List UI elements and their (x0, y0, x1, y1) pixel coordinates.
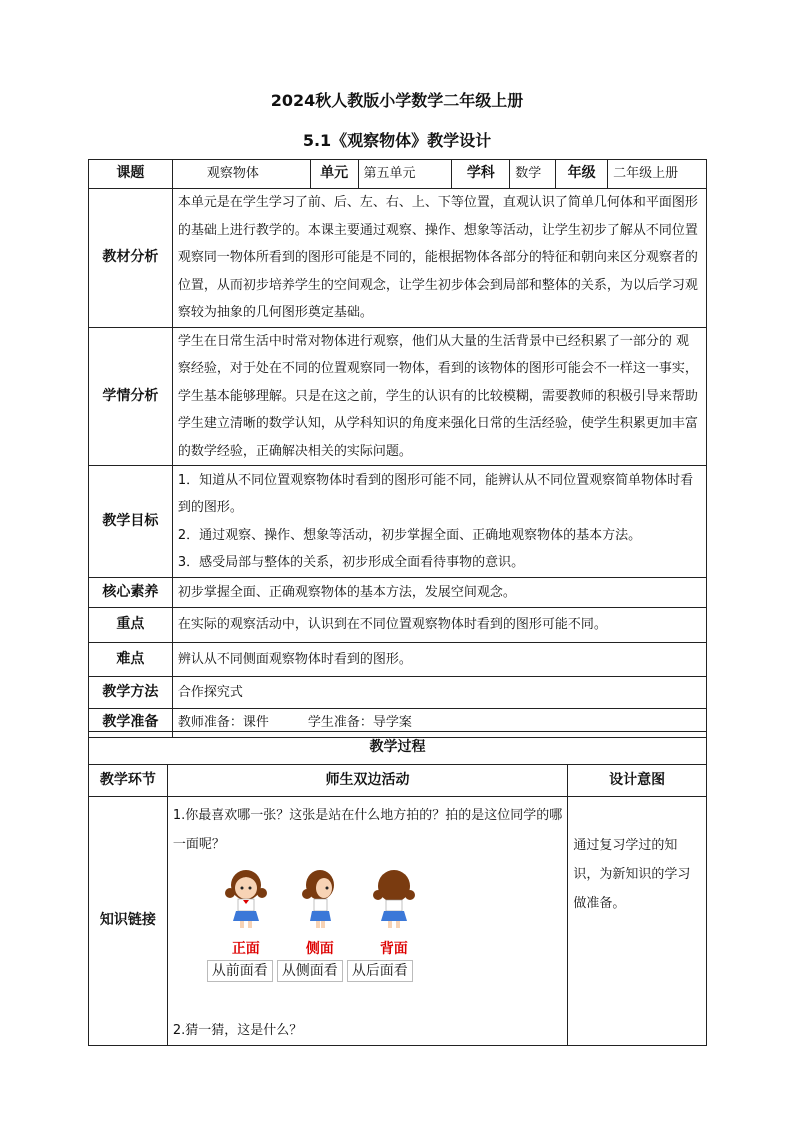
row-label: 教学准备 (89, 709, 173, 738)
question-2: 2.猜一猜，这是什么？ (172, 1023, 303, 1038)
document-title: 2024秋人教版小学数学二年级上册 (270, 91, 524, 110)
goal-item: 3．感受局部与整体的关系，初步形成全面看待事物的意识。 (177, 555, 525, 570)
activity-cell (167, 797, 568, 1046)
row-label: 难点 (89, 643, 173, 677)
caption-back: 背面 (379, 941, 408, 957)
course-value: 观察物体 (172, 160, 310, 189)
view-labels (207, 960, 563, 982)
girl-front (221, 867, 271, 958)
col-activity-header: 师生双边活动 (167, 765, 568, 797)
girl-views (221, 867, 563, 958)
learner-analysis: 学生在日常生活中时常对物体进行观察，他们从大量的生活背景中已经积累了一部分的 观察经验，对于处在不同的位置观察同一物体，看到的该物体的图形可能会不一样这一事实，学生基本能够理解。只是在这之前，学生的认识有的比较模糊，需要教师的积极引导来帮助学生建立清晰的数学认知，从学科知识的角度来强化日常的生活经验，使学生积累更加丰富的数学经验，正确解决相关的实际问题。 (172, 327, 706, 466)
subject-value: 数学 (510, 160, 556, 189)
col-intent-header: 设计意图 (568, 765, 707, 797)
girl-side-icon (295, 867, 345, 929)
row-label: 重点 (89, 608, 173, 643)
caption-front: 正面 (231, 941, 260, 957)
row-label: 教学方法 (89, 677, 173, 709)
goal-item: 1．知道从不同位置观察物体时看到的图形可能不同，能辨认从不同位置观察简单物体时看到的图形。 (177, 472, 694, 515)
process-title: 教学过程 (89, 732, 707, 765)
intent-cell: 通过复习学过的知识，为新知识的学习做准备。 (568, 797, 707, 1046)
teaching-preparation: 教师准备：课件 学生准备：导学案 (172, 709, 706, 738)
girl-side (295, 867, 345, 958)
stage-label: 知识链接 (89, 797, 168, 1046)
document-subtitle: 5.1《观察物体》教学设计 (302, 131, 492, 150)
grade-value: 二年级上册 (608, 160, 707, 189)
grade-label: 年级 (556, 160, 608, 189)
teaching-process-table (88, 731, 707, 1046)
question-1: 1.你最喜欢哪一张？这张是站在什么地方拍的？拍的是这位同学的哪一面呢？ (172, 808, 563, 852)
lesson-info-table (88, 159, 707, 738)
key-point: 在实际的观察活动中，认识到在不同位置观察物体时看到的图形可能不同。 (172, 608, 706, 643)
subject-label: 学科 (452, 160, 510, 189)
unit-label: 单元 (310, 160, 358, 189)
view-side-label: 从侧面看 (277, 960, 343, 982)
teaching-goals (172, 466, 706, 578)
course-label: 课题 (89, 160, 173, 189)
textbook-analysis: 本单元是在学生学习了前、后、左、右、上、下等位置，直观认识了简单几何体和平面图形的基础上进行教学的。本课主要通过观察、操作、想象等活动，让学生初步了解从不同位置观察同一物体所看到的图形可能是不同的，能根据物体各部分的特征和朝向来区分观察者的位置，从而初步培养学生的空间观念，让学生初步体会到局部和整体的关系，为以后学习观察较为抽象的几何图形奠定基础。 (172, 189, 706, 328)
goal-item: 2．通过观察、操作、想象等活动，初步掌握全面、正确地观察物体的基本方法。 (177, 527, 642, 543)
row-label: 核心素养 (89, 578, 173, 608)
caption-side: 侧面 (305, 941, 334, 957)
row-label: 教材分析 (89, 189, 173, 328)
difficult-point: 辨认从不同侧面观察物体时看到的图形。 (172, 643, 706, 677)
girl-front-icon (221, 867, 271, 929)
view-front-label: 从前面看 (207, 960, 273, 982)
girl-back (369, 867, 419, 958)
core-literacy: 初步掌握全面、正确观察物体的基本方法，发展空间观念。 (172, 578, 706, 608)
teaching-method: 合作探究式 (172, 677, 706, 709)
row-label: 教学目标 (89, 466, 173, 578)
unit-value: 第五单元 (358, 160, 452, 189)
view-back-label: 从后面看 (347, 960, 413, 982)
girl-back-icon (369, 867, 419, 929)
row-label: 学情分析 (89, 327, 173, 466)
col-stage-header: 教学环节 (89, 765, 168, 797)
